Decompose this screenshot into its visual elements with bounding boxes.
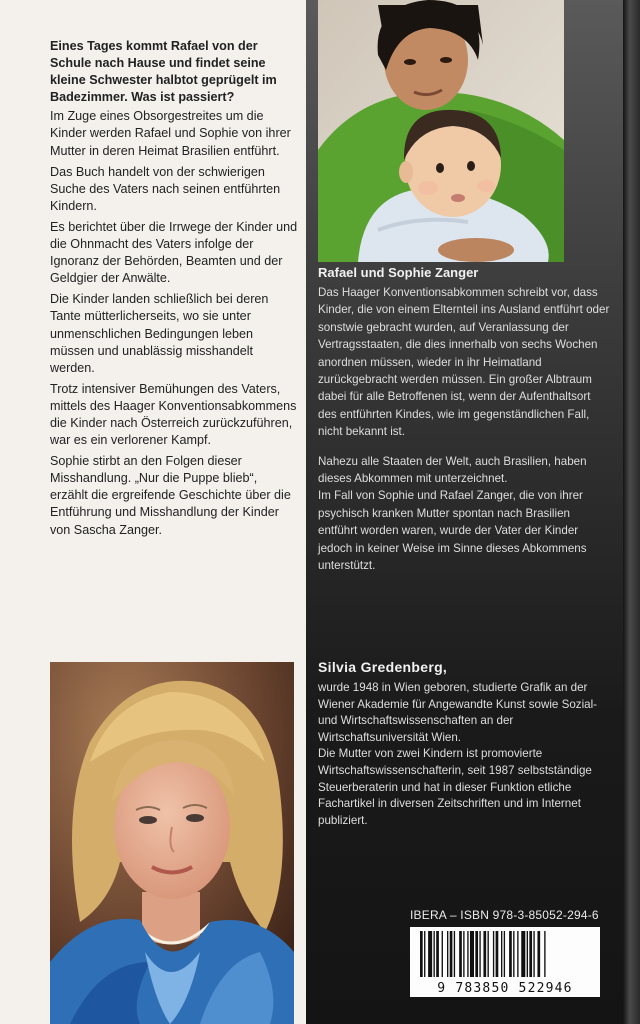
isbn-line: IBERA – ISBN 978-3-85052-294-6 xyxy=(410,908,599,922)
barcode-bar xyxy=(521,931,525,977)
barcode-bar xyxy=(509,931,512,977)
barcode-bar xyxy=(527,931,528,977)
barcode-bar xyxy=(470,931,474,977)
barcode-bar xyxy=(450,931,453,977)
blurb-lead: Eines Tages kommt Rafael von der Schule nach Hause und findet seine kleine Schwester halbtot geprügelt im Badezimmer. Was ist passiert? xyxy=(50,39,277,105)
barcode-bar xyxy=(529,931,532,977)
blurb-paragraph: Trotz intensiver Bemühungen des Vaters, mittels des Haager Konventionsabkommens die Kinder nach Österreich zurückzuführen, war es ein verlorener Kampf. xyxy=(50,381,297,448)
author-photo-illustration xyxy=(50,662,294,1024)
author-photo xyxy=(50,662,294,1024)
info-paragraph: Im Fall von Sophie und Rafael Zanger, die von ihrer psychisch kranken Mutter spontan nach Brasilien entführt worden waren, wurde der Vater der Kinder jedoch in keiner Weise im Sinne dieses Abkommens unterstützt. xyxy=(318,489,587,573)
barcode-bar xyxy=(424,931,425,977)
barcode-bar xyxy=(447,931,448,977)
blurb-paragraph: Es berichtet über die Irrwege der Kinder und die Ohnmacht des Vaters infolge der Ignoranz der Behörden, Beamten und der Geldgier der Anwälte. xyxy=(50,219,298,286)
barcode-bar xyxy=(513,931,514,977)
author-bio-paragraph: Die Mutter von zwei Kindern ist promovierte Wirtschaftswissenschafterin, seit 1987 selbstständige Steuerberaterin und hat in dieser Funktion etliche Fachartikel in diversen Zeitschriften und im Internet publiziert. xyxy=(318,747,592,827)
barcode-bar xyxy=(434,931,435,977)
barcode-bar xyxy=(479,931,480,977)
barcode-bar xyxy=(442,931,443,977)
info-paragraph: Nahezu alle Staaten der Welt, auch Brasilien, haben dieses Abkommen mit unterzeichnet. xyxy=(318,454,587,486)
author-bio-paragraph: wurde 1948 in Wien geboren, studierte Grafik an der Wiener Akademie für Angewandte Kunst sowie Sozial- und Wirtschaftswissenschaften an der Wirtschaftsuniversität Wien. xyxy=(318,681,598,744)
barcode-bar xyxy=(459,931,462,977)
blurb-paragraph: Das Buch handelt von der schwierigen Suche des Vaters nach seinen entführten Kindern. xyxy=(50,164,281,213)
blurb-text xyxy=(50,38,298,543)
barcode-bar xyxy=(493,931,494,977)
barcode-bar xyxy=(544,931,545,977)
barcode-bar xyxy=(517,931,518,977)
barcode-digits: 9 783850 522946 xyxy=(437,981,573,996)
blurb-paragraph: Im Zuge eines Obsorgestreites um die Kinder werden Rafael und Sophie von ihrer Mutter in deren Heimat Brasilien entführt. xyxy=(50,109,291,158)
blurb-paragraph: Sophie stirbt an den Folgen dieser Misshandlung. „Nur die Puppe blieb“, erzählt die ergreifende Geschichte über die Entführung und Misshandlung der Kinder von Sascha Zanger. xyxy=(50,454,291,537)
barcode-bar xyxy=(496,931,499,977)
barcode-bar xyxy=(483,931,486,977)
barcode-bar xyxy=(454,931,455,977)
author-bio xyxy=(318,680,610,829)
spine-edge xyxy=(623,0,640,1024)
barcode-bar xyxy=(467,931,468,977)
children-photo-illustration xyxy=(318,0,564,262)
barcode-bar xyxy=(537,931,540,977)
barcode-bar xyxy=(501,931,502,977)
info-paragraph: Das Haager Konventionsabkommen schreibt vor, dass Kinder, die von einem Elternteil ins Ausland entführt oder sonstwie gebracht wurden, auf Veranlassung der Vertragsstaaten, die dies innerhalb von sechs Wochen anordnen müssen, wieder in ihr Heimatland zurückgebracht werden müssen. Ein großer Albtraum dabei für alle Betroffenen ist, wenn der Aufenthaltsort des entführten Kindes, wie im gegenständlichen Fall, nicht bekannt ist. xyxy=(318,286,610,439)
barcode-bar xyxy=(504,931,505,977)
barcode-bar xyxy=(533,931,534,977)
barcode-bar xyxy=(463,931,464,977)
author-name: Silvia Gredenberg, xyxy=(318,659,448,675)
children-photo xyxy=(318,0,564,262)
photo-caption: Rafael und Sophie Zanger xyxy=(318,265,479,280)
barcode-bar xyxy=(436,931,439,977)
barcode xyxy=(410,927,600,997)
blurb-paragraph: Die Kinder landen schließlich bei deren Tante mütterlicherseits, wo sie unter unmenschlichen Bedingungen leben müssen und unablässig misshandelt werden. xyxy=(50,292,269,375)
barcode-bar xyxy=(488,931,489,977)
barcode-bar xyxy=(428,931,432,977)
barcode-bar xyxy=(420,931,423,977)
barcode-bars xyxy=(410,931,600,985)
convention-info xyxy=(318,284,610,575)
barcode-bar xyxy=(475,931,478,977)
